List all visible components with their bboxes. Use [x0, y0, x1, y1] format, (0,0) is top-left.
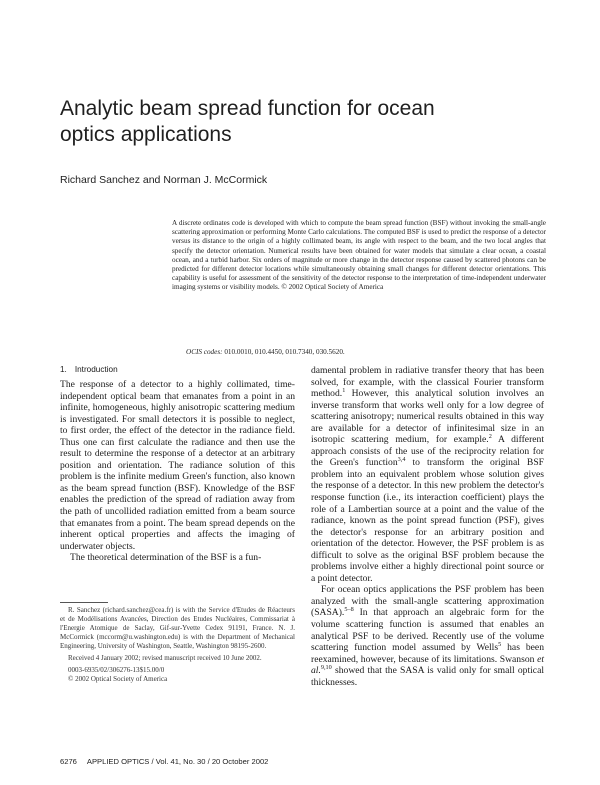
- page-number: 6276: [60, 757, 77, 766]
- received-dates-note: Received 4 January 2002; revised manuscript received 10 June 2002.: [68, 654, 262, 662]
- reference-marker: 5–8: [344, 606, 354, 614]
- journal-citation: APPLIED OPTICS / Vol. 41, No. 30 / 20 October 2002: [86, 757, 269, 766]
- right-column: [311, 365, 544, 688]
- intro-paragraph-2-continued: damental problem in radiative transfer theory that has been solved, for example, with the classical Fourier transform method.$^1$ However, this analytical solution involves an inverse transform that works well only for a low degree of scattering anisotropy; numerical results obtained in this way are available for a detector of infinitesimal size in an isotropic scattering medium, for example.$^2$ A different approach consists of the use of the reciprocity relation for the Green's function$^{3,4}$ to transform the original BSF problem into an equivalent problem whose solution gives the response of a detector. In this new problem the detector's response function (i.e., its interaction coefficient) plays the role of a Lambertian source at a point and the value of the radiance, known as the point spread function (PSF), gives the detector's response for an arbitrary position and orientation of the detector. However, the PSF problem is as difficult to solve as the original BSF problem because the problems involve either a highly directional point source or a point detector.: [311, 365, 544, 584]
- abstract: A discrete ordinates code is developed with which to compute the beam spread function (BSF) without invoking the small-angle scattering approximation or performing Monte Carlo calculations. The computed BSF is used to predict the response of a detector versus its distance to the origin of a highly collimated beam, its angle with respect to the beam, and the two local angles that specify the detector orientation. Numerical results have been obtained for water models that simulate a clear ocean, a coastal ocean, and a turbid harbor. Six orders of magnitude or more change in the detector response caused by scattered photons can be predicted for different detector locations while simultaneously obtaining small changes for different detector orientations. This capability is useful for assessment of the sensitivity of the detector response to the interpretation of time-independent underwater imaging systems or visibility models. © 2002 Optical Society of America: [172, 219, 546, 292]
- reference-marker: 2: [488, 433, 492, 441]
- intro-paragraph-3: For ocean optics applications the PSF problem has been analyzed with the small-angle scattering approximation (SASA).$^{5-8}$ In that approach an algebraic form for the volume scattering function is assumed that enables an analytical PSF to be derived. Recently use of the volume scattering function model assumed by Wells$^5$ has been reexamined, however, because of its limitations. Swanson et al.$^{9,10}$ showed that the SASA is valid only for small optical thicknesses.: [311, 584, 544, 688]
- reference-marker: 1: [342, 386, 346, 394]
- copyright-note: © 2002 Optical Society of America: [68, 675, 168, 683]
- ocis-codes: [186, 348, 345, 356]
- footnotes: [60, 606, 295, 684]
- page-footer: [60, 757, 268, 766]
- left-column: [60, 365, 295, 564]
- section-number: 1.: [60, 365, 67, 374]
- author-affiliation-note: R. Sanchez (richard.sanchez@cea.fr) is with the Service d'Etudes de Réacteurs et de Modélisations Avancées, Direction des Etudes Nucléaires, Commissariat à l'Energie Atomique de Saclay, Gif-sur-Yvette Cedex 91191, France. N. J. McCormick (mccorm@u.washington.edu) is with the Department of Mechanical Engineering, University of Washington, Seattle, Washington 98195-2600.: [60, 606, 295, 650]
- ocis-label: OCIS codes:: [186, 348, 223, 356]
- ocis-values: 010.0010, 010.4450, 010.7340, 030.5620.: [224, 348, 345, 356]
- section-title: Introduction: [74, 365, 118, 374]
- reference-marker: 3,4: [397, 456, 406, 464]
- article-title: Analytic beam spread function for ocean optics applications: [60, 97, 435, 146]
- intro-paragraph-2: The theoretical determination of the BSF is a fun-: [70, 552, 262, 564]
- reference-marker: 5: [498, 640, 502, 648]
- reference-marker: 9,10: [320, 664, 332, 672]
- article-code: 0003-6935/02/306276-13$15.00/0: [68, 666, 165, 674]
- intro-paragraph-1: The response of a detector to a highly collimated, time-independent optical beam that emanates from a point in an infinite, homogeneous, highly anisotropic scattering medium is investigated. For small detectors it is possible to neglect, to first order, the effect of the detector in the radiance field. Thus one can first calculate the radiance and then use the result to determine the response of a detector at an arbitrary position and orientation. The radiance solution of this problem is the infinite medium Green's function, also known as the beam spread function (BSF). Knowledge of the BSF enables the prediction of the spread of radiation away from the path of uncollided radiation emitted from a beam source that emanates from a point. The beam spread depends on the inherent optical properties and affects the imaging of underwater objects.: [60, 379, 295, 552]
- section-heading: [60, 365, 295, 375]
- author-list: Richard Sanchez and Norman J. McCormick: [60, 174, 268, 186]
- footnote-divider: [60, 602, 108, 603]
